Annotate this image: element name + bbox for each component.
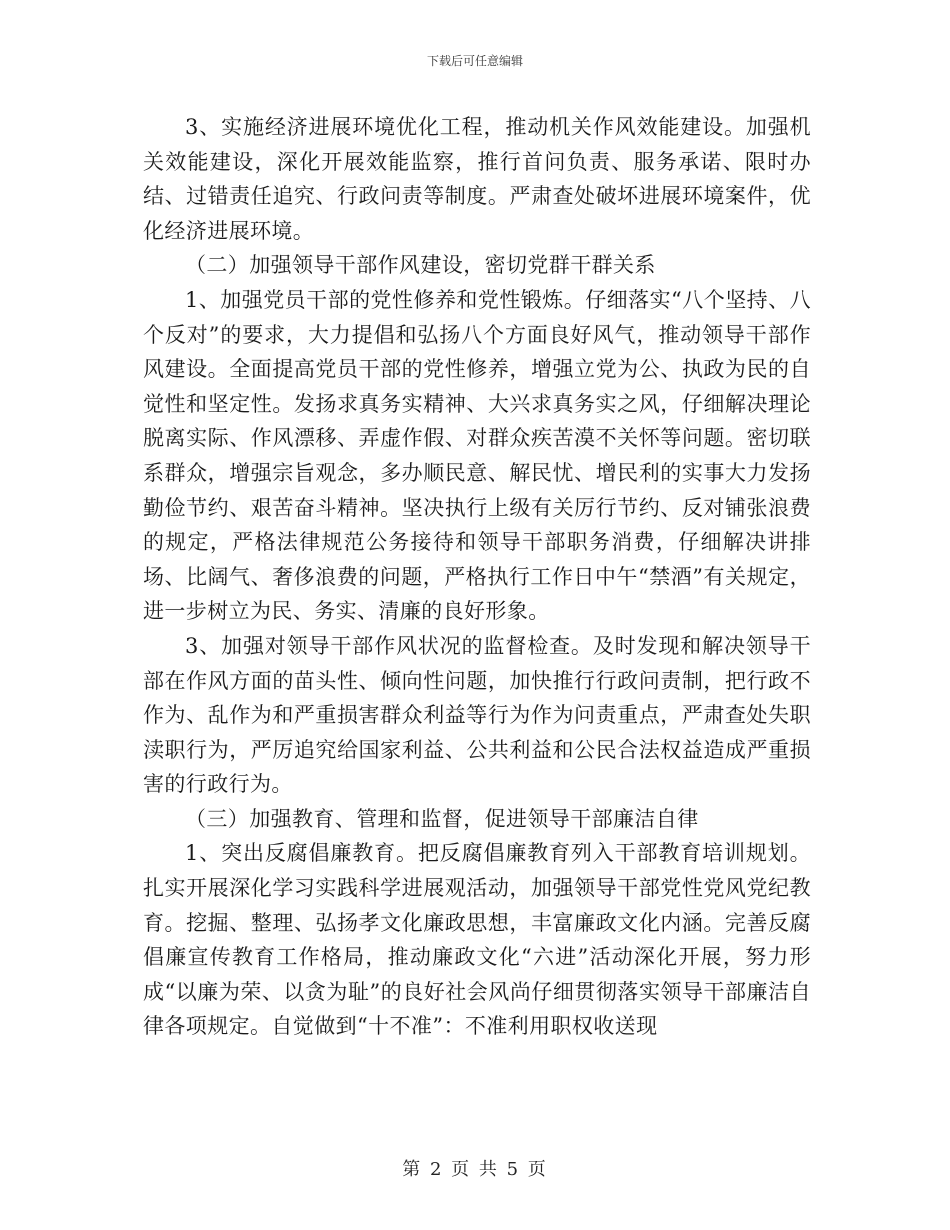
paragraph-supervision-inspection: 3、加强对领导干部作风状况的监督检查。及时发现和解决领导干部在作风方面的苗头性、倾向性问题，加快推行行政问责制，把行政不作为、乱作为和严重损害群众利益等行为作为问责重点，严肃查处失职渎职行为，严厉追究给国家利益、公共利益和公民合法权益造成严重损害的行政行为。 [143, 633, 811, 797]
page-header: 下载后可任意编辑 [426, 54, 523, 68]
paragraph-party-cultivation: 1、加强党员干部的党性修养和党性锻炼。仔细落实“八个坚持、八个反对”的要求，大力提倡和弘扬八个方面良好风气，推动领导干部作风建设。全面提高党员干部的党性修养，增强立党为公、执政为民的自觉性和坚定性。发扬求真务实精神、大兴求真务实之风，仔细解决理论脱离实际、作风漂移、弄虚作假、对群众疾苦漠不关怀等问题。密切联系群众，增强宗旨观念，多办顺民意、解民忧、增民利的实事大力发扬勤俭节约、艰苦奋斗精神。坚决执行上级有关厉行节约、反对铺张浪费的规定，严格法律规范公务接待和领导干部职务消费，仔细解决讲排场、比阔气、奢侈浪费的问题，严格执行工作日中午“禁酒”有关规定，进一步树立为民、务实、清廉的良好形象。 [143, 287, 811, 624]
page-number: 第 2 页 共 5 页 [402, 1159, 548, 1180]
paragraph-anti-corruption-education: 1、突出反腐倡廉教育。把反腐倡廉教育列入干部教育培训规划。扎实开展深化学习实践科学进展观活动，加强领导干部党性党风党纪教育。挖掘、整理、弘扬孝文化廉政思想，丰富廉政文化内涵。完善反腐倡廉宣传教育工作格局，推动廉政文化“六进”活动深化开展，努力形成“以廉为荣、以贪为耻”的良好社会风尚仔细贯彻落实领导干部廉洁自律各项规定。自觉做到“十不准”：不准利用职权收送现 [143, 841, 811, 1039]
document-body [143, 110, 811, 1044]
paragraph-economic-environment: 3、实施经济进展环境优化工程，推动机关作风效能建设。加强机关效能建设，深化开展效能监察，推行首问负责、服务承诺、限时办结、过错责任追究、行政问责等制度。严肃查处破坏进展环境案件，优化经济进展环境。 [143, 115, 811, 243]
section-heading-3: （三）加强教育、管理和监督，促进领导干部廉洁自律 [185, 806, 699, 831]
section-heading-2: （二）加强领导干部作风建设，密切党群干群关系 [185, 253, 656, 278]
